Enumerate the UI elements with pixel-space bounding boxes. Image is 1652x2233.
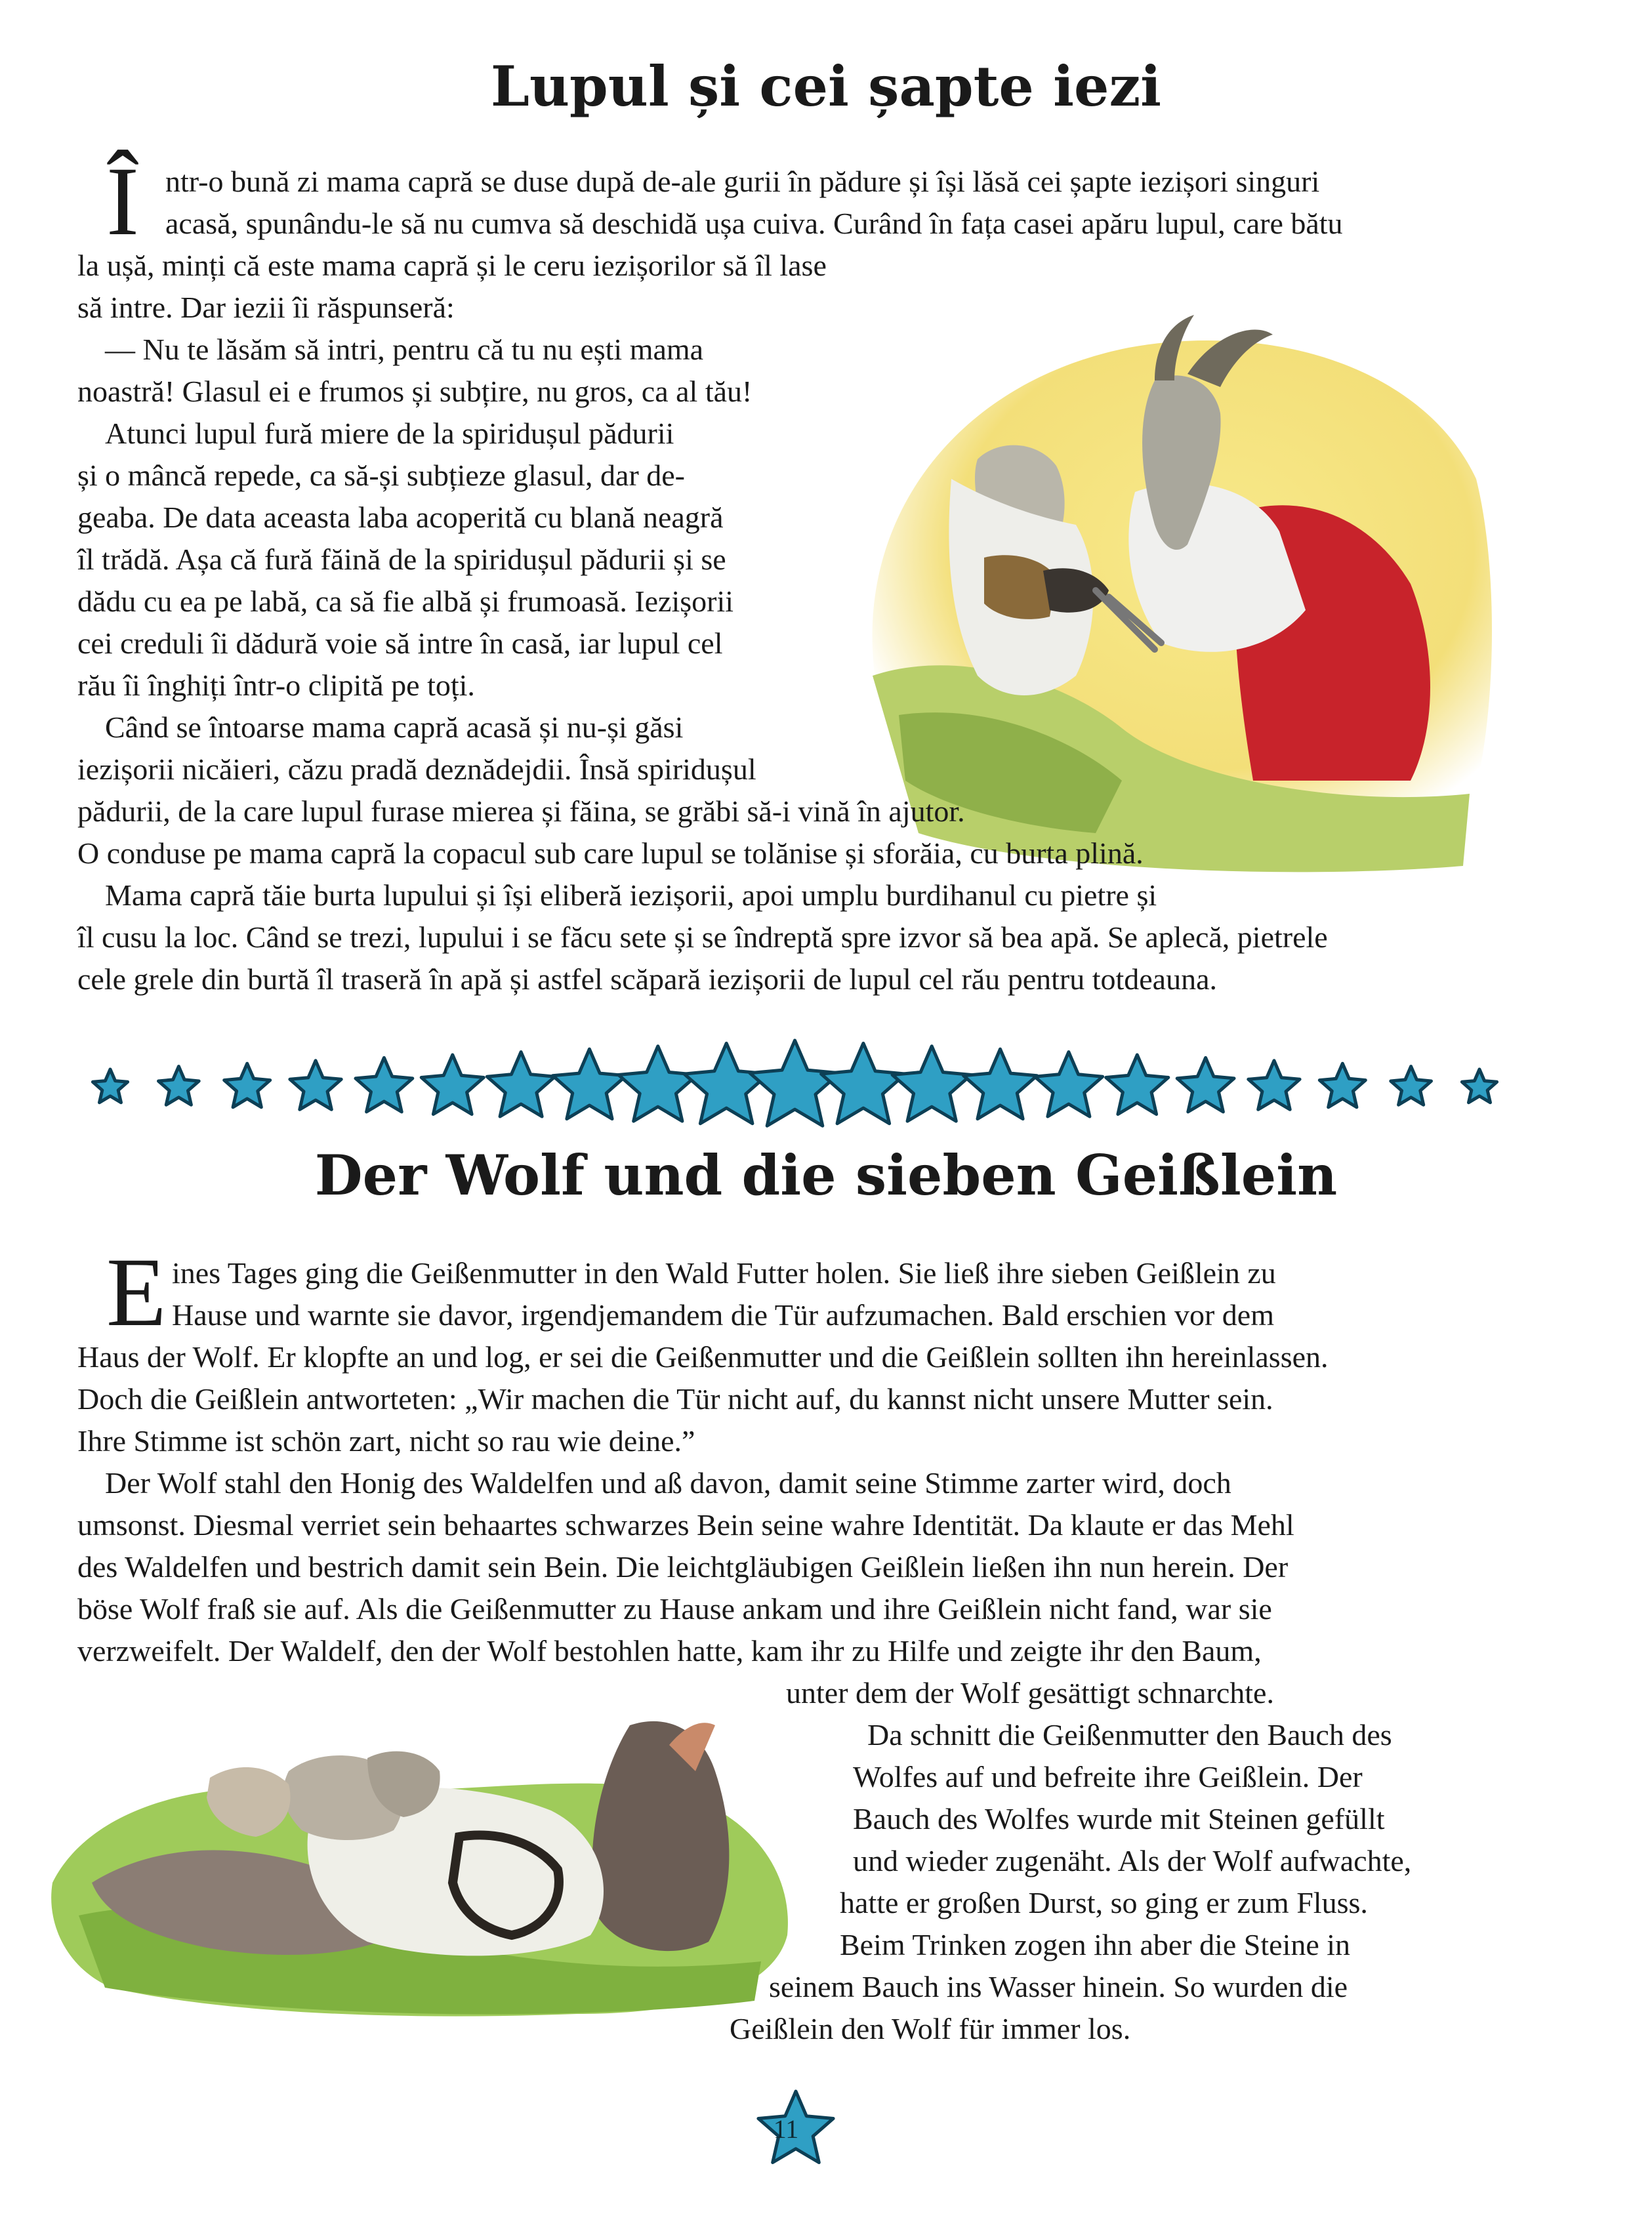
divider-star-icon [356, 1057, 413, 1112]
de-line: Beim Trinken zogen ihn aber die Steine in [840, 1928, 1351, 1961]
divider-star-icon [224, 1063, 270, 1107]
divider-star-icon [892, 1046, 971, 1121]
de-line: Da schnitt die Geißenmutter den Bauch des [867, 1718, 1392, 1752]
divider-star-icon [1106, 1055, 1168, 1115]
divider-star-icon [964, 1049, 1037, 1118]
dropcap-romanian: Î [106, 147, 139, 256]
ro-line: Mama capră tăie burta lupului și își eliberă iezișorii, apoi umplu burdihanul cu pietre și [105, 878, 1157, 912]
ro-line: Când se întoarse mama capră acasă și nu-și găsi [105, 710, 684, 744]
de-line: umsonst. Diesmal verriet sein behaartes schwarzes Bein seine wahre Identität. Da klaute er das Mehl [77, 1508, 1294, 1542]
de-line: Haus der Wolf. Er klopfte an und log, er sei die Geißenmutter und die Geißlein sollten ihn hereinlassen. [77, 1340, 1329, 1374]
ro-line: și o mâncă repede, ca să-și subțieze glasul, dar de- [77, 459, 685, 492]
ro-line: O conduse pe mama capră la copacul sub care lupul se tolănise și sforăia, cu burta plină. [77, 836, 1144, 870]
ro-line: cei creduli îi dădură voie să intre în casă, iar lupul cel [77, 626, 723, 660]
de-line: Bauch des Wolfes wurde mit Steinen gefüllt [853, 1802, 1385, 1835]
ro-line: pădurii, de la care lupul furase mierea și făina, se grăbi să-i vină în ajutor. [77, 794, 965, 828]
de-line: Hause und warnte sie davor, irgendjemandem die Tür aufzumachen. Bald erschien vor dem [172, 1298, 1274, 1332]
divider-star-icon [750, 1040, 840, 1126]
divider-star-icon [93, 1069, 127, 1103]
divider-star-icon [487, 1052, 554, 1116]
divider-star-icon [1319, 1063, 1365, 1107]
title-romanian: Lupul și cei șapte iezi [490, 54, 1162, 119]
divider-star-icon [159, 1067, 199, 1105]
divider-star-icon [1391, 1067, 1432, 1105]
ro-line: acasă, spunându-le să nu cumva să deschidă ușa cuiva. Curând în fața casei apăru lupul, care bătu [165, 207, 1343, 240]
ro-line: Atunci lupul fură miere de la spiridușul pădurii [105, 417, 674, 450]
de-line: hatte er großen Durst, so ging er zum Fluss. [840, 1886, 1368, 1919]
divider-star-icon [1035, 1052, 1102, 1116]
de-line: Doch die Geißlein antworteten: „Wir machen die Tür nicht auf, du kannst nicht unsere Mutter sein. [77, 1382, 1273, 1416]
divider-star-icon [1249, 1061, 1300, 1110]
divider-star-icon [1462, 1069, 1497, 1103]
divider-star-icon [290, 1061, 341, 1110]
ro-line: dădu cu ea pe labă, ca să fie albă și frumoasă. Iezișorii [77, 584, 734, 618]
ro-line: noastră! Glasul ei e frumos și subțire, nu gros, ca al tău! [77, 375, 753, 408]
de-line: ines Tages ging die Geißenmutter in den Wald Futter holen. Sie ließ ihre sieben Geißlein zu [172, 1256, 1276, 1290]
ro-line: — Nu te lăsăm să intri, pentru că tu nu ești mama [105, 333, 704, 366]
de-line: verzweifelt. Der Waldelf, den der Wolf bestohlen hatte, kam ihr zu Hilfe und zeigte ihr den Baum, [77, 1634, 1262, 1668]
de-line: böse Wolf fraß sie auf. Als die Geißenmutter zu Hause ankam und ihre Geißlein nicht fand, war sie [77, 1592, 1272, 1626]
de-line: Der Wolf stahl den Honig des Waldelfen und aß davon, damit seine Stimme zarter wird, doch [105, 1466, 1231, 1500]
ro-line: ntr-o bună zi mama capră se duse după de-ale gurii în pădure și își lăsă cei șapte iezișori singuri [165, 165, 1320, 198]
divider-star-icon [684, 1043, 769, 1123]
title-german: Der Wolf und die sieben Geißlein [314, 1143, 1338, 1208]
ro-line: îl cusu la loc. Când se trezi, lupului i se făcu sete și se îndreptă spre izvor să bea apă. Se aplecă, pietrele [77, 920, 1328, 954]
de-line: und wieder zugenäht. Als der Wolf aufwachte, [853, 1844, 1412, 1877]
ro-line: iezișorii nicăieri, căzu pradă deznădejdii. Însă spiridușul [77, 752, 756, 786]
ro-line: să intre. Dar iezii îi răspunseră: [77, 291, 455, 324]
divider-star-icon [821, 1043, 906, 1123]
ro-line: rău îi înghiți într-o clipită pe toți. [77, 668, 475, 702]
dropcap-german: E [106, 1238, 167, 1347]
ro-line: cele grele din burtă îl traseră în apă și astfel scăpară iezișorii de lupul cel rău pentru totdeauna. [77, 962, 1218, 996]
ro-line: geaba. De data aceasta laba acoperită cu blană neagră [77, 501, 724, 534]
de-line: seinem Bauch ins Wasser hinein. So wurden die [769, 1970, 1348, 2003]
divider-star-icon [1177, 1057, 1234, 1112]
de-line: Wolfes auf und befreite ihre Geißlein. Der [853, 1760, 1363, 1793]
de-line: Geißlein den Wolf für immer los. [730, 2012, 1131, 2045]
divider-star-icon [421, 1055, 484, 1115]
divider-star-icon [553, 1049, 627, 1118]
divider-star-icon [619, 1046, 697, 1121]
de-line: unter dem der Wolf gesättigt schnarchte. [786, 1676, 1274, 1710]
de-line: Ihre Stimme ist schön zart, nicht so rau wie deine.” [77, 1424, 695, 1458]
ro-line: îl trădă. Așa că fură făină de la spiridușul pădurii și se [77, 543, 726, 576]
ro-line: la ușă, minți că este mama capră și le ceru iezișorilor să îl lase [77, 249, 827, 282]
star-divider [0, 1030, 1652, 1128]
page-number: 11 [773, 2114, 799, 2144]
illustration-wolf [39, 1699, 807, 2027]
de-line: des Waldelfen und bestrich damit sein Bein. Die leichtgläubigen Geißlein ließen ihn nun herein. Der [77, 1550, 1289, 1584]
